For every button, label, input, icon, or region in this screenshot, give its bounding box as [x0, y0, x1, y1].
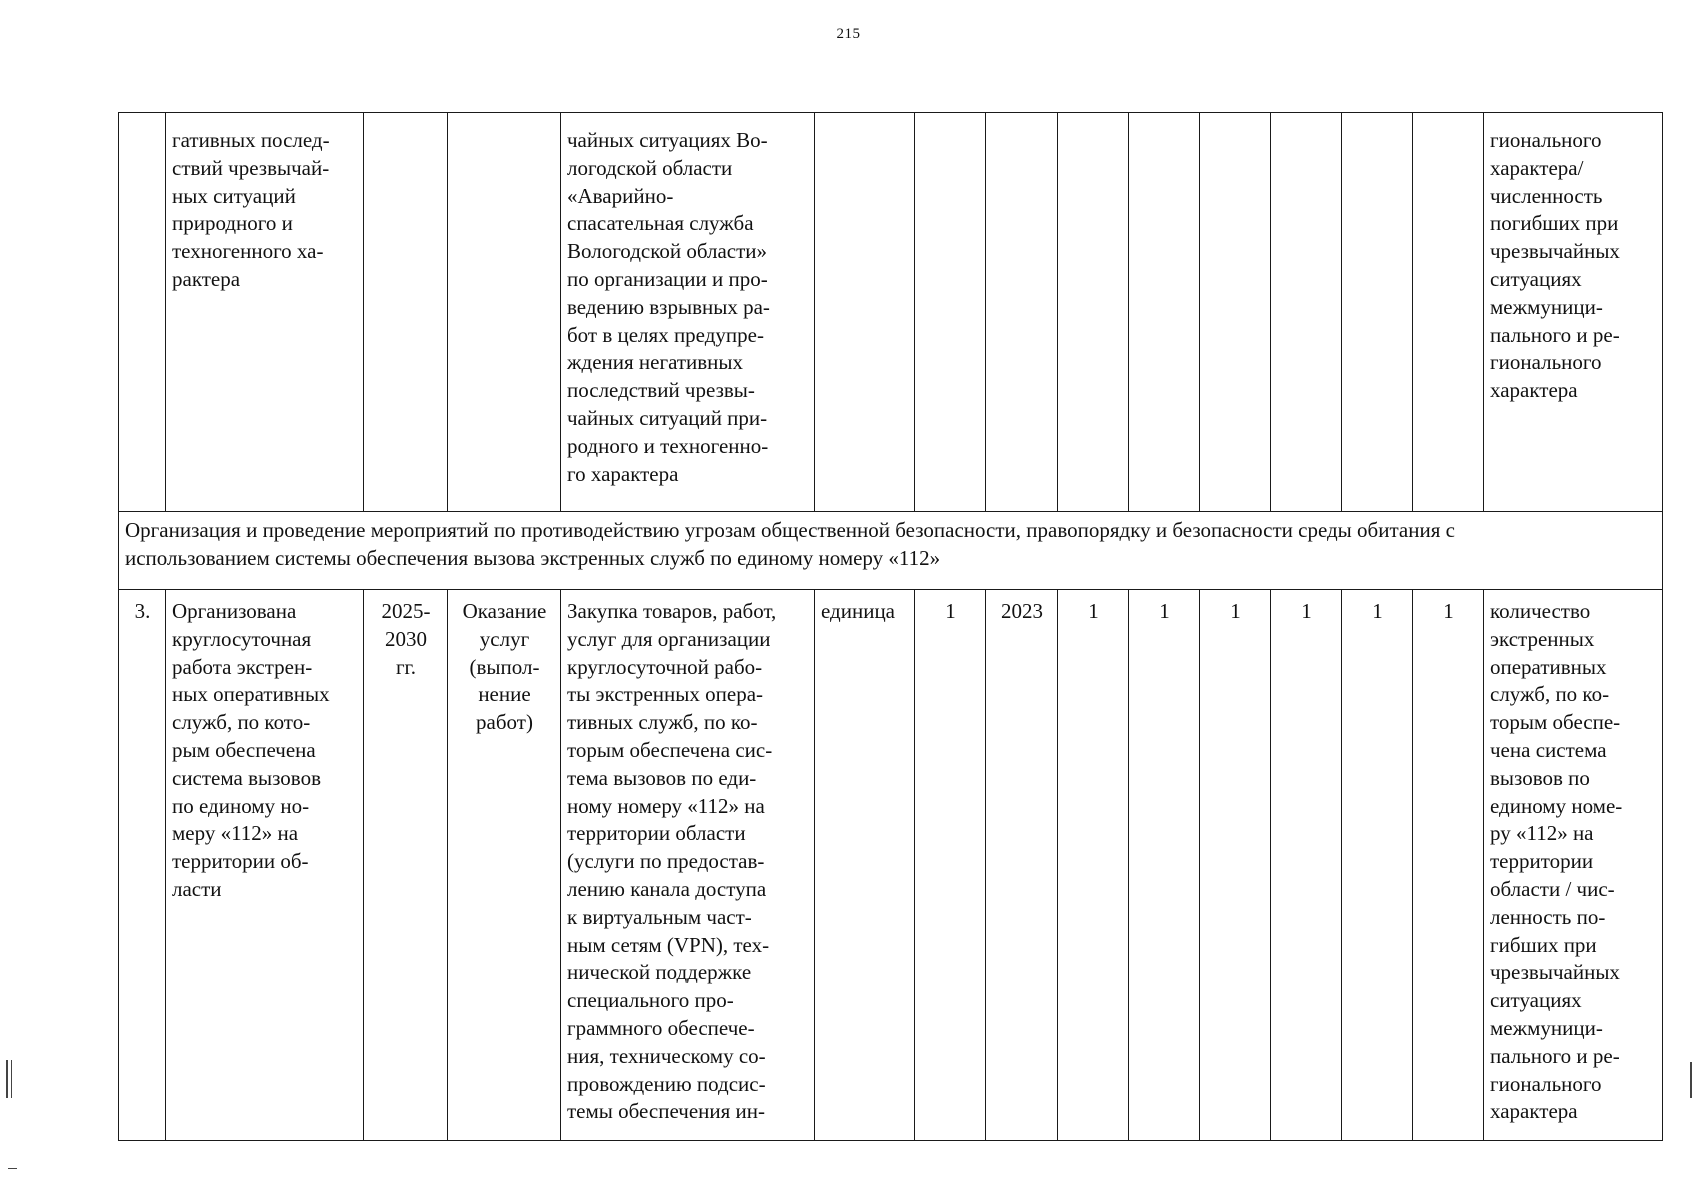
text-line: граммного обеспече- [567, 1015, 755, 1040]
cell-value [1129, 113, 1200, 512]
text-line: работа экстрен- [172, 654, 313, 679]
text-line: ру «112» на [1490, 821, 1594, 846]
cell-value: 1 [1413, 590, 1484, 1141]
cell-value [1058, 113, 1129, 512]
cell-unit: единица [815, 590, 915, 1141]
text-line: экстренных [1490, 626, 1595, 651]
text-line: оперативных [1490, 654, 1607, 679]
text-line: Организация и проведение мероприятий по противодействию угрозам общественной безопасности, правопорядку и безопасности среды обитания с [125, 518, 1455, 542]
cell-period [364, 590, 448, 1141]
cell-value [1200, 113, 1271, 512]
text-line: меру «112» на [172, 821, 299, 846]
cell-base-value [915, 113, 986, 512]
text-line: по единому но- [172, 793, 310, 818]
text-line: гибших при [1490, 932, 1597, 957]
cell-number [119, 113, 166, 512]
text-line: межмуници- [1490, 294, 1603, 319]
cell-indicator [1484, 590, 1663, 1141]
text-line: работ) [476, 710, 533, 735]
cell-description [561, 590, 815, 1141]
text-line: торым обеспечена сис- [567, 737, 773, 762]
text-line: тивных служб, по ко- [567, 710, 758, 735]
text-line: спасательная служба [567, 211, 754, 236]
scan-mark [6, 1060, 8, 1098]
text-line: характера/ [1490, 155, 1584, 180]
text-line: нение [478, 682, 531, 707]
cell-value [1342, 113, 1413, 512]
text-line: чрезвычайных [1490, 239, 1620, 264]
cell-value: 1 [1058, 590, 1129, 1141]
text-line: пального и ре- [1490, 322, 1620, 347]
text-line: чайных ситуаций при- [567, 405, 768, 430]
scan-mark [11, 1060, 12, 1098]
text-line: единому номе- [1490, 793, 1623, 818]
cell-value [1413, 113, 1484, 512]
text-line: области / чис- [1490, 876, 1615, 901]
text-line: тема вызовов по еди- [567, 765, 757, 790]
text-line: территории об- [172, 849, 309, 874]
text-line: территории [1490, 849, 1594, 874]
text-line: услуг [479, 626, 530, 651]
text-line: провождению подсис- [567, 1071, 766, 1096]
text-line: служб, по ко- [1490, 682, 1610, 707]
text-line: служб, по кото- [172, 710, 311, 735]
text-line: круглосуточной рабо- [567, 654, 763, 679]
text-line: ведению взрывных ра- [567, 294, 770, 319]
text-line: ному номеру «112» на [567, 793, 765, 818]
text-line: количество [1490, 599, 1591, 623]
cell-value: 1 [1271, 590, 1342, 1141]
cell-description [561, 113, 815, 512]
text-line: численность [1490, 183, 1603, 208]
text-line: гионального [1490, 1071, 1602, 1096]
text-line: круглосуточная [172, 626, 312, 651]
section-heading-row [119, 512, 1663, 590]
table-row-continued [119, 113, 1663, 512]
text-line: (услуги по предостав- [567, 849, 765, 874]
cell-measure-name [166, 590, 364, 1141]
text-line: использованием системы обеспечения вызова экстренных служб по единому номеру «112» [125, 545, 941, 570]
cell-period [364, 113, 448, 512]
scan-mark [1690, 1062, 1692, 1098]
text-line: характера [1490, 1099, 1578, 1124]
text-line: к виртуальным част- [567, 904, 752, 929]
text-line: чайных ситуациях Во- [567, 128, 768, 152]
text-line: рым обеспечена [172, 737, 316, 762]
text-line: гионального [1490, 128, 1602, 152]
text-line: лению канала доступа [567, 876, 767, 901]
text-line: ленность по- [1490, 904, 1606, 929]
text-line: бот в целях предупре- [567, 322, 764, 347]
cell-number: 3. [119, 590, 166, 1141]
cell-type [448, 113, 561, 512]
text-line: пального и ре- [1490, 1043, 1620, 1068]
table-row-3 [119, 590, 1663, 1141]
text-line: вызовов по [1490, 765, 1590, 790]
cell-base-year: 2023 [986, 590, 1058, 1141]
text-line: ных оперативных [172, 682, 330, 707]
text-line: техногенного ха- [172, 239, 324, 264]
text-line: чрезвычайных [1490, 960, 1620, 985]
cell-type [448, 590, 561, 1141]
text-line: характера [1490, 378, 1578, 403]
text-line: система вызовов [172, 765, 321, 790]
measures-table [118, 112, 1663, 1141]
text-line: 2025- [381, 599, 431, 623]
text-line: Вологодской области» [567, 239, 768, 264]
text-line: ласти [172, 876, 222, 901]
text-line: торым обеспе- [1490, 710, 1621, 735]
text-line: (выпол- [469, 654, 540, 679]
cell-value: 1 [1200, 590, 1271, 1141]
cell-base-value: 1 [915, 590, 986, 1141]
text-line: услуг для организации [567, 626, 771, 651]
text-line: «Аварийно- [567, 183, 674, 208]
cell-base-year [986, 113, 1058, 512]
text-line: рактера [172, 266, 241, 291]
text-line: темы обеспечения ин- [567, 1099, 765, 1124]
text-line: ждения негативных [567, 350, 744, 375]
text-line: гионального [1490, 350, 1602, 375]
text-line: ствий чрезвычай- [172, 155, 330, 180]
cell-measure-name [166, 113, 364, 512]
scan-mark [8, 1168, 17, 1169]
text-line: Закупка товаров, работ, [567, 599, 777, 623]
text-line: специального про- [567, 988, 734, 1013]
text-line: гг. [395, 654, 417, 679]
text-line: природного и [172, 211, 293, 236]
text-line: нической поддержке [567, 960, 752, 985]
cell-value: 1 [1342, 590, 1413, 1141]
page-number: 215 [836, 26, 861, 42]
cell-unit [815, 113, 915, 512]
cell-value: 1 [1129, 590, 1200, 1141]
text-line: ным сетям (VPN), тех- [567, 932, 770, 957]
text-line: ты экстренных опера- [567, 682, 764, 707]
text-line: го характера [567, 461, 679, 486]
text-line: ных ситуаций [172, 183, 296, 208]
text-line: гативных послед- [172, 128, 330, 152]
text-line: логодской области [567, 155, 733, 180]
section-heading [119, 512, 1663, 590]
text-line: погибших при [1490, 211, 1619, 236]
text-line: ситуациях [1490, 266, 1582, 291]
text-line: Организована [172, 599, 297, 623]
text-line: межмуници- [1490, 1015, 1603, 1040]
text-line: ситуациях [1490, 988, 1582, 1013]
text-line: чена система [1490, 737, 1607, 762]
text-line: последствий чрезвы- [567, 378, 755, 403]
text-line: территории области [567, 821, 746, 846]
text-line: родного и техногенно- [567, 433, 769, 458]
text-line: Оказание [462, 599, 547, 623]
text-line: по организации и про- [567, 266, 768, 291]
text-line: 2030 [385, 626, 427, 651]
cell-indicator [1484, 113, 1663, 512]
cell-value [1271, 113, 1342, 512]
text-line: ния, техническому со- [567, 1043, 766, 1068]
